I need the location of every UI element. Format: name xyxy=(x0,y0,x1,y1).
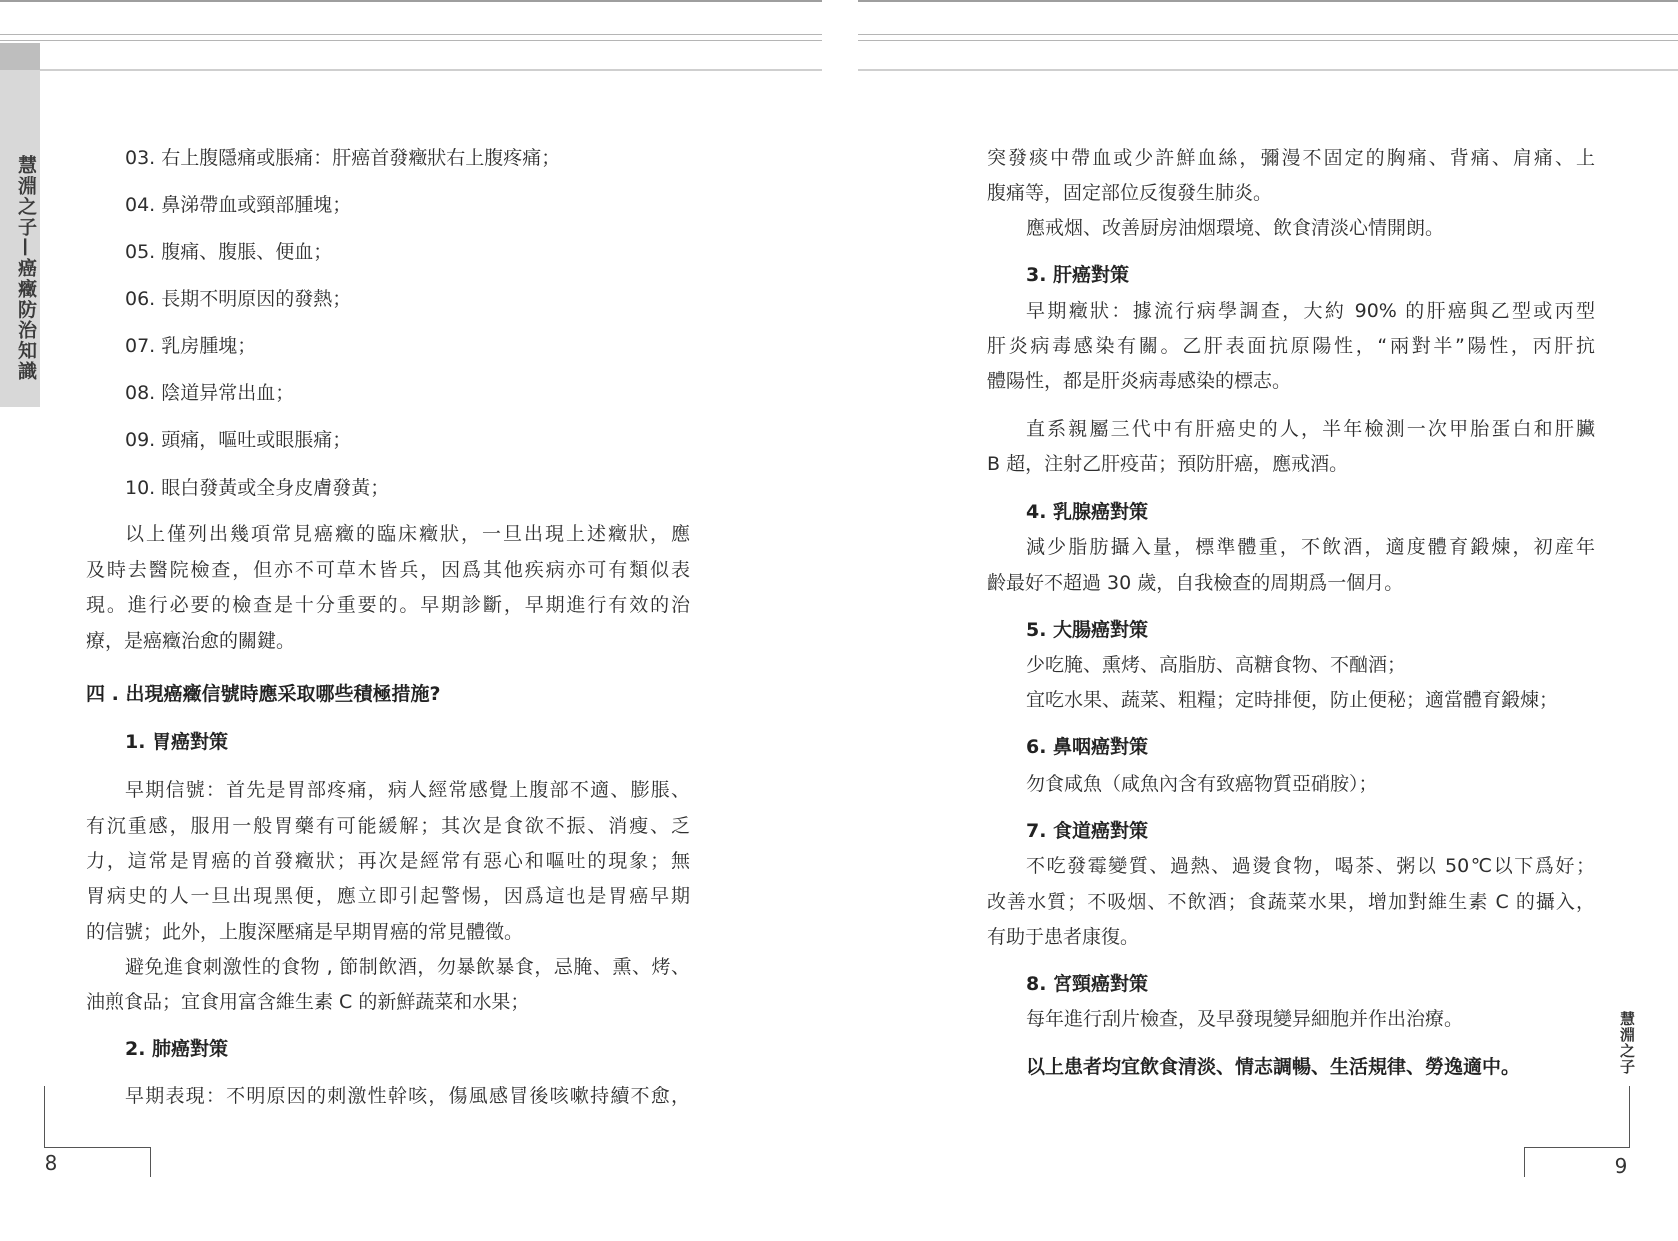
symptom-item: 10. 眼白發黃或全身皮膚發黃； xyxy=(125,476,390,499)
corner-rule-vertical xyxy=(44,1086,45,1148)
gastric-heading xyxy=(86,725,690,760)
text-line: 體陽性，都是肝炎病毒感染的標志。 xyxy=(987,370,1292,393)
text-line: 直系親屬三代中有肝癌史的人，半年檢測一次甲胎蛋白和肝臟 xyxy=(1026,417,1595,440)
header-rule-double-lower xyxy=(0,40,822,41)
subheading-text: 5. 大腸癌對策 xyxy=(1026,618,1149,641)
text-line: 少吃腌、熏烤、高脂肪、高糖食物、不酗酒； xyxy=(1026,654,1407,676)
esophageal-heading xyxy=(987,814,1595,849)
symptom-item: 07. 乳房腫塊； xyxy=(125,335,257,358)
text-line: 早期癥狀：據流行病學調查，大約 90% 的肝癌與乙型或丙型 xyxy=(1026,299,1595,322)
nasopharyngeal-heading xyxy=(987,730,1595,765)
text-line: 早期信號：首先是胃部疼痛，病人經常感覺上腹部不適、膨脹、 xyxy=(125,779,690,802)
subheading-text: 7. 食道癌對策 xyxy=(1026,819,1149,842)
section-heading-text: 四 . 出現癌癥信號時應采取哪些積極措施? xyxy=(86,682,441,705)
side-tab xyxy=(0,43,40,407)
header-rule-double-upper xyxy=(858,34,1678,35)
text-line: 有助于患者康復。 xyxy=(987,925,1140,948)
text-line: 的信號；此外，上腹深壓痛是早期胃癌的常見體徵。 xyxy=(86,920,524,943)
text-line: 早期表現：不明原因的刺激性幹咳，傷風感冒後咳嗽持續不愈， xyxy=(125,1085,690,1108)
text-line: 有沉重感，服用一般胃藥有可能緩解；其次是食欲不振、消瘦、乏 xyxy=(86,814,690,837)
text-line: 勿食咸魚（咸魚內含有致癌物質亞硝胺）； xyxy=(1026,772,1378,795)
cervical-heading xyxy=(987,967,1595,1002)
gastric-early-signs xyxy=(86,773,690,950)
text-line: 腹痛等，固定部位反復發生肺炎。 xyxy=(987,182,1273,205)
colorectal-recommend xyxy=(987,683,1595,718)
text-line: 每年進行刮片檢查，及早發現變异細胞并作出治療。 xyxy=(1026,1008,1464,1031)
text-line: 及時去醫院檢查，但亦不可草木皆兵，因爲其他疾病亦可有類似表 xyxy=(86,558,690,581)
page-number: 8 xyxy=(44,1151,58,1175)
gastric-prevention xyxy=(86,950,690,1021)
nasopharyngeal-prevention xyxy=(987,767,1595,802)
breast-heading xyxy=(987,495,1595,530)
subheading-text: 6. 鼻咽癌對策 xyxy=(1026,736,1149,759)
symptom-item: 08. 陰道异常出血； xyxy=(125,382,295,405)
subheading-text: 3. 肝癌對策 xyxy=(1026,264,1130,287)
cervical-prevention xyxy=(987,1002,1595,1037)
header-rule-double-lower xyxy=(858,40,1678,41)
symptom-item: 06. 長期不明原因的發熱； xyxy=(125,288,352,311)
running-head: 慧淵之子—癌癥防治知識 xyxy=(15,155,37,382)
header-rule-bottom xyxy=(858,69,1678,71)
text-line: 油煎食品；宜食用富含維生素 C 的新鮮蔬菜和水果； xyxy=(86,991,530,1014)
text-line: 以上僅列出幾項常見癌癥的臨床癥狀，一旦出現上述癥狀，應 xyxy=(125,523,690,546)
left-page xyxy=(0,0,822,1241)
header-rule-top xyxy=(0,0,822,2)
header-rule-double-upper xyxy=(0,34,822,35)
text-line: 避免進食刺激性的食物 , 節制飲酒，勿暴飲暴食，忌腌、熏、烤、 xyxy=(125,955,690,978)
header-rule-bottom xyxy=(40,69,822,71)
symptom-item: 03. 右上腹隱痛或脹痛：肝癌首發癥狀右上腹疼痛； xyxy=(125,147,561,169)
liver-heading xyxy=(987,258,1595,293)
lung-prevention xyxy=(987,211,1595,246)
corner-rule-horizontal xyxy=(44,1147,151,1148)
summary-paragraph xyxy=(86,517,690,659)
text-line: 改善水質；不吸烟、不飲酒；食蔬菜水果，增加對維生素 C 的攝入， xyxy=(987,890,1595,913)
text-line: 療，是癌癥治愈的關鍵。 xyxy=(86,629,296,652)
text-line: 不吃發霉變質、過熱、過燙食物，喝茶、粥以 50℃以下爲好； xyxy=(1026,855,1595,878)
corner-rule-horizontal xyxy=(1524,1147,1630,1148)
section-heading xyxy=(86,677,690,712)
corner-rule-tick xyxy=(1524,1147,1525,1177)
text-line: 肝炎病毒感染有關。乙肝表面抗原陽性，“兩對半”陽性，丙肝抗 xyxy=(987,335,1595,358)
text-line: 力，這常是胃癌的首發癥狀；再次是經常有惡心和嘔吐的現象；無 xyxy=(86,849,690,872)
subheading-text: 2. 肺癌對策 xyxy=(125,1038,229,1061)
text-line: 齡最好不超過 30 歲，自我檢查的周期爲一個月。 xyxy=(987,571,1404,594)
text-line: 減少脂肪攝入量，標準體重，不飲酒，適度體育鍛煉，初産年 xyxy=(1026,536,1595,559)
text-line: 胃病史的人一旦出現黑便，應立即引起警惕，因爲這也是胃癌早期 xyxy=(86,885,690,908)
esophageal-prevention xyxy=(987,849,1595,955)
right-page xyxy=(858,0,1678,1241)
symptom-item: 04. 鼻涕帶血或頸部腫塊； xyxy=(125,194,352,217)
text-line: 現。進行必要的檢查是十分重要的。早期診斷，早期進行有效的治 xyxy=(86,594,690,617)
closing-note-text: 以上患者均宜飲食清淡、情志調暢、生活規律、勞逸適中。 xyxy=(1026,1056,1521,1079)
subheading-text: 8. 宮頸癌對策 xyxy=(1026,972,1149,995)
symptom-item: 05. 腹痛、腹脹、便血； xyxy=(125,241,333,264)
text-line: 突發痰中帶血或少許鮮血絲，彌漫不固定的胸痛、背痛、肩痛、上 xyxy=(987,146,1595,169)
page-number: 9 xyxy=(1614,1154,1628,1178)
closing-note xyxy=(987,1050,1595,1085)
lung-early-signs-continued xyxy=(987,141,1595,212)
colorectal-avoid xyxy=(987,648,1595,683)
side-tab-cap xyxy=(0,43,40,70)
colorectal-heading xyxy=(987,613,1595,648)
text-line: 應戒烟、改善厨房油烟環境、飲食清淡心情開朗。 xyxy=(1026,217,1445,240)
breast-prevention xyxy=(987,530,1595,601)
subheading-text: 4. 乳腺癌對策 xyxy=(1026,500,1149,523)
liver-early-signs xyxy=(987,294,1595,400)
subheading-text: 1. 胃癌對策 xyxy=(125,731,229,753)
corner-rule-vertical xyxy=(1629,1086,1630,1148)
symptom-item: 09. 頭痛，嘔吐或眼脹痛； xyxy=(125,429,352,452)
header-rule-top xyxy=(858,0,1678,2)
text-line: 宜吃水果、蔬菜、粗糧；定時排便，防止便秘；適當體育鍛煉； xyxy=(1026,689,1559,712)
liver-screening xyxy=(987,412,1595,483)
text-line: B 超，注射乙肝疫苗；預防肝癌，應戒酒。 xyxy=(987,452,1349,475)
symptom-list xyxy=(86,141,690,518)
lung-early-signs xyxy=(86,1079,690,1114)
lung-heading xyxy=(86,1032,690,1067)
corner-rule-tick xyxy=(150,1147,151,1177)
running-head: 慧淵之子 xyxy=(1618,1011,1636,1075)
